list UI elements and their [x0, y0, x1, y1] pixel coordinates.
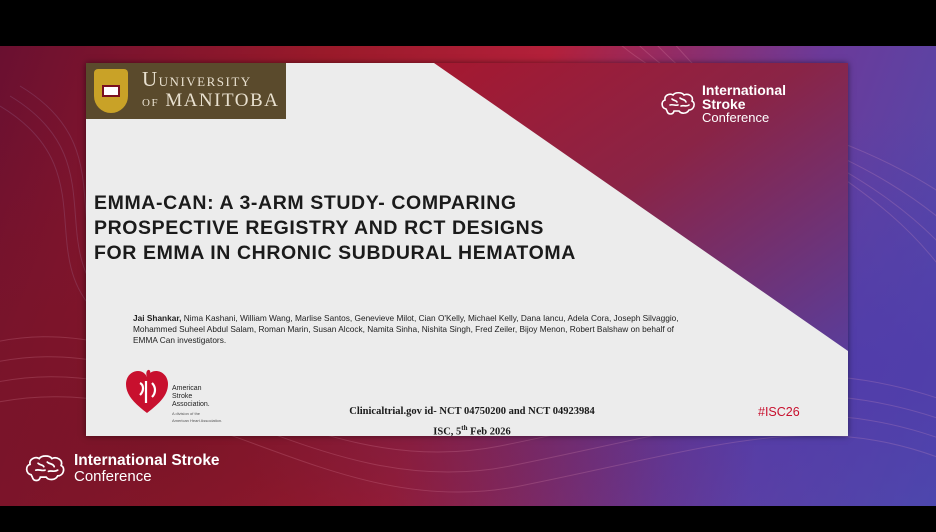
- university-of-manitoba-logo: [86, 63, 286, 119]
- aha-line1: American: [172, 385, 202, 392]
- aha-line2: Stroke: [172, 393, 193, 400]
- presentation-title: [94, 191, 694, 266]
- university-crest-icon: [94, 69, 128, 113]
- isc-logo-line1: International: [702, 82, 787, 98]
- university-manitoba-word: MANITOBA: [165, 90, 280, 111]
- title-line-3: FOR EMMA IN CHRONIC SUBDURAL HEMATOMA: [94, 242, 576, 264]
- isc-logo-line2: Stroke: [702, 96, 746, 112]
- university-name-word: university: [158, 70, 252, 91]
- footer-logo-line1: International Stroke: [74, 452, 220, 469]
- aha-sub2: American Heart Association.: [172, 418, 223, 423]
- isc-logo-bottom: [24, 453, 220, 485]
- date-sup: th: [461, 424, 468, 432]
- presentation-date: [312, 420, 632, 436]
- title-line-2: PROSPECTIVE REGISTRY AND RCT DESIGNS: [94, 217, 544, 239]
- date-suffix: Feb 2026: [467, 426, 511, 436]
- trial-info: [312, 403, 632, 436]
- aha-sub1: A division of the: [172, 411, 201, 416]
- american-stroke-association-logo: [126, 369, 222, 423]
- conference-hashtag: #ISC26: [758, 405, 800, 419]
- lead-author: Jai Shankar,: [133, 313, 182, 323]
- university-logo-line2: [142, 91, 279, 113]
- isc-logo-top: [660, 83, 786, 125]
- footer-logo-line2: Conference: [74, 468, 152, 485]
- trial-ids: Clinicaltrial.gov id- NCT 04750200 and NCT 04923984: [349, 406, 595, 417]
- aha-line3: Association.: [172, 401, 210, 408]
- brain-icon: [24, 454, 66, 484]
- brain-icon: [660, 91, 696, 117]
- title-line-1: EMMA-CAN: A 3-ARM STUDY- COMPARING: [94, 192, 517, 214]
- university-logo-line1: Uuniversity: [142, 67, 252, 91]
- university-of-word: OF: [142, 97, 160, 109]
- title-slide: [86, 63, 848, 436]
- co-authors: Nima Kashani, William Wang, Marlise Santos, Genevieve Milot, Cian O'Kelly, Michael Kelly, Dana Iancu, Adela Cora, Joseph Silvaggio, Mohammed Suheel Abdul Salam, Roman Marin, Susan Alcock, Namita Sinha, Nishita Singh, Fred Zeiler, Bijoy Menon, Robert Balshaw on behalf of EMMA Can investigators.: [133, 313, 679, 345]
- presentation-stage: [0, 46, 936, 506]
- heart-torch-icon: [126, 369, 168, 415]
- isc-logo-line3: Conference: [702, 110, 770, 125]
- author-list: [133, 313, 693, 346]
- date-prefix: ISC, 5: [433, 426, 462, 436]
